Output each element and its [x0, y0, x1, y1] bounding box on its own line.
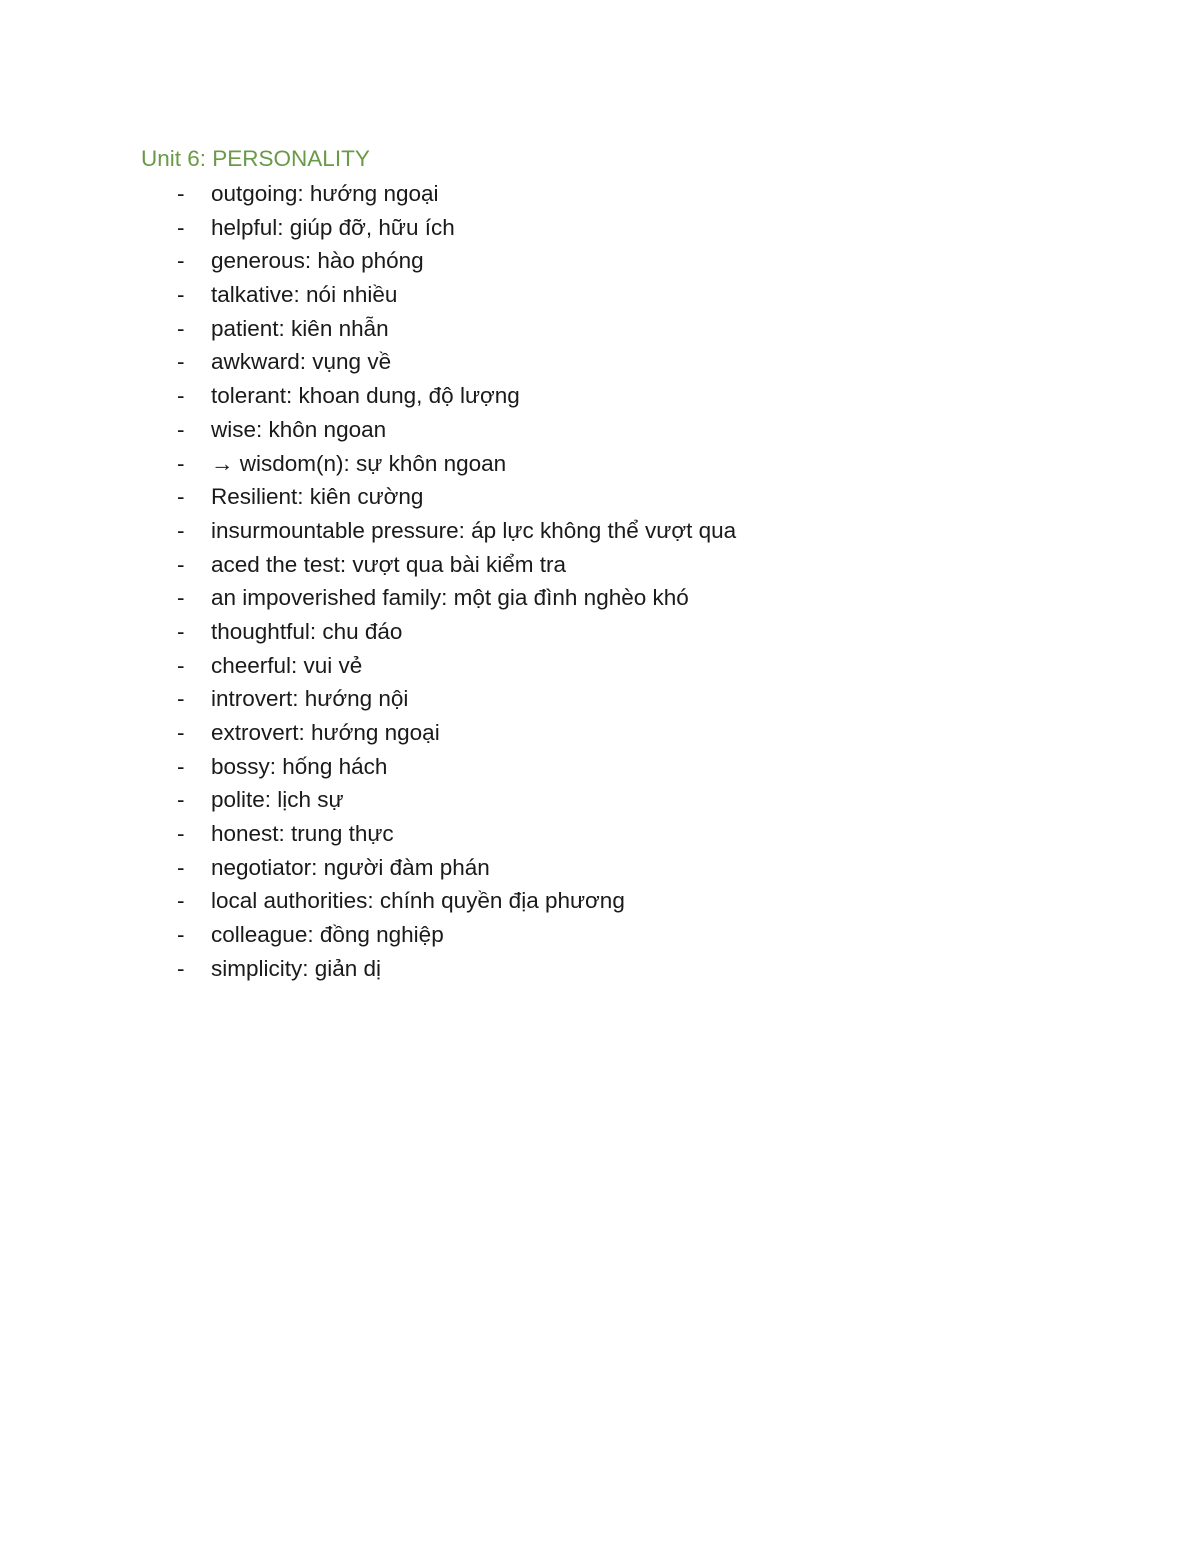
bullet-dash: - [177, 888, 185, 914]
vocabulary-entry: Resilient: kiên cường [211, 484, 424, 510]
bullet-dash: - [177, 517, 185, 543]
vocabulary-entry: wise: khôn ngoan [211, 416, 387, 442]
bullet-dash: - [177, 955, 185, 981]
bullet-dash: - [177, 922, 185, 948]
vocabulary-entry: polite: lịch sự [211, 787, 344, 813]
bullet-dash: - [177, 720, 185, 745]
vocabulary-entry: negotiator: người đàm phán [211, 854, 490, 880]
vocabulary-entry: thoughtful: chu đáo [211, 618, 403, 644]
bullet-dash: - [177, 214, 185, 240]
bullet-dash: - [177, 787, 185, 813]
bullet-dash: - [177, 551, 185, 577]
bullet-dash: - [177, 282, 185, 308]
vocabulary-entry: patient: kiên nhẫn [211, 315, 389, 341]
bullet-dash: - [177, 349, 185, 375]
bullet-dash: - [177, 383, 185, 409]
vocabulary-entry: extrovert: hướng ngoại [211, 720, 440, 745]
vocabulary-entry: honest: trung thực [211, 821, 394, 847]
vocabulary-entry: local authorities: chính quyền địa phương [211, 888, 625, 914]
vocabulary-entry: colleague: đồng nghiệp [211, 922, 444, 948]
vocabulary-entry: outgoing: hướng ngoại [211, 181, 439, 206]
bullet-dash: - [177, 416, 185, 442]
unit-heading: Unit 6: PERSONALITY [141, 146, 370, 171]
bullet-dash: - [177, 652, 185, 678]
vocabulary-entry: simplicity: giản dị [211, 955, 382, 981]
bullet-dash: - [177, 585, 185, 611]
bullet-dash: - [177, 753, 185, 779]
bullet-dash: - [177, 248, 185, 274]
bullet-dash: - [177, 181, 185, 206]
vocabulary-entry: cheerful: vui vẻ [211, 652, 363, 678]
vocabulary-entry: insurmountable pressure: áp lực không thể vượt qua [211, 517, 737, 543]
bullet-dash: - [177, 686, 185, 712]
bullet-dash: - [177, 484, 185, 510]
bullet-dash: - [177, 450, 185, 476]
vocabulary-entry: bossy: hống hách [211, 753, 388, 779]
bullet-dash: - [177, 821, 185, 847]
vocabulary-entry: aced the test: vượt qua bài kiểm tra [211, 551, 566, 577]
vocabulary-entry: an impoverished family: một gia đình nghèo khó [211, 585, 689, 611]
bullet-dash: - [177, 618, 185, 644]
vocabulary-entry: helpful: giúp đỡ, hữu ích [211, 214, 455, 240]
vocabulary-entry: awkward: vụng về [211, 349, 392, 375]
vocabulary-entry: → wisdom(n): sự khôn ngoan [211, 450, 507, 476]
vocabulary-entry: tolerant: khoan dung, độ lượng [211, 383, 520, 409]
bullet-dash: - [177, 854, 185, 880]
vocabulary-entry: generous: hào phóng [211, 248, 424, 274]
vocabulary-entry: introvert: hướng nội [211, 686, 409, 712]
bullet-dash: - [177, 315, 185, 341]
vocabulary-entry: talkative: nói nhiều [211, 282, 398, 308]
